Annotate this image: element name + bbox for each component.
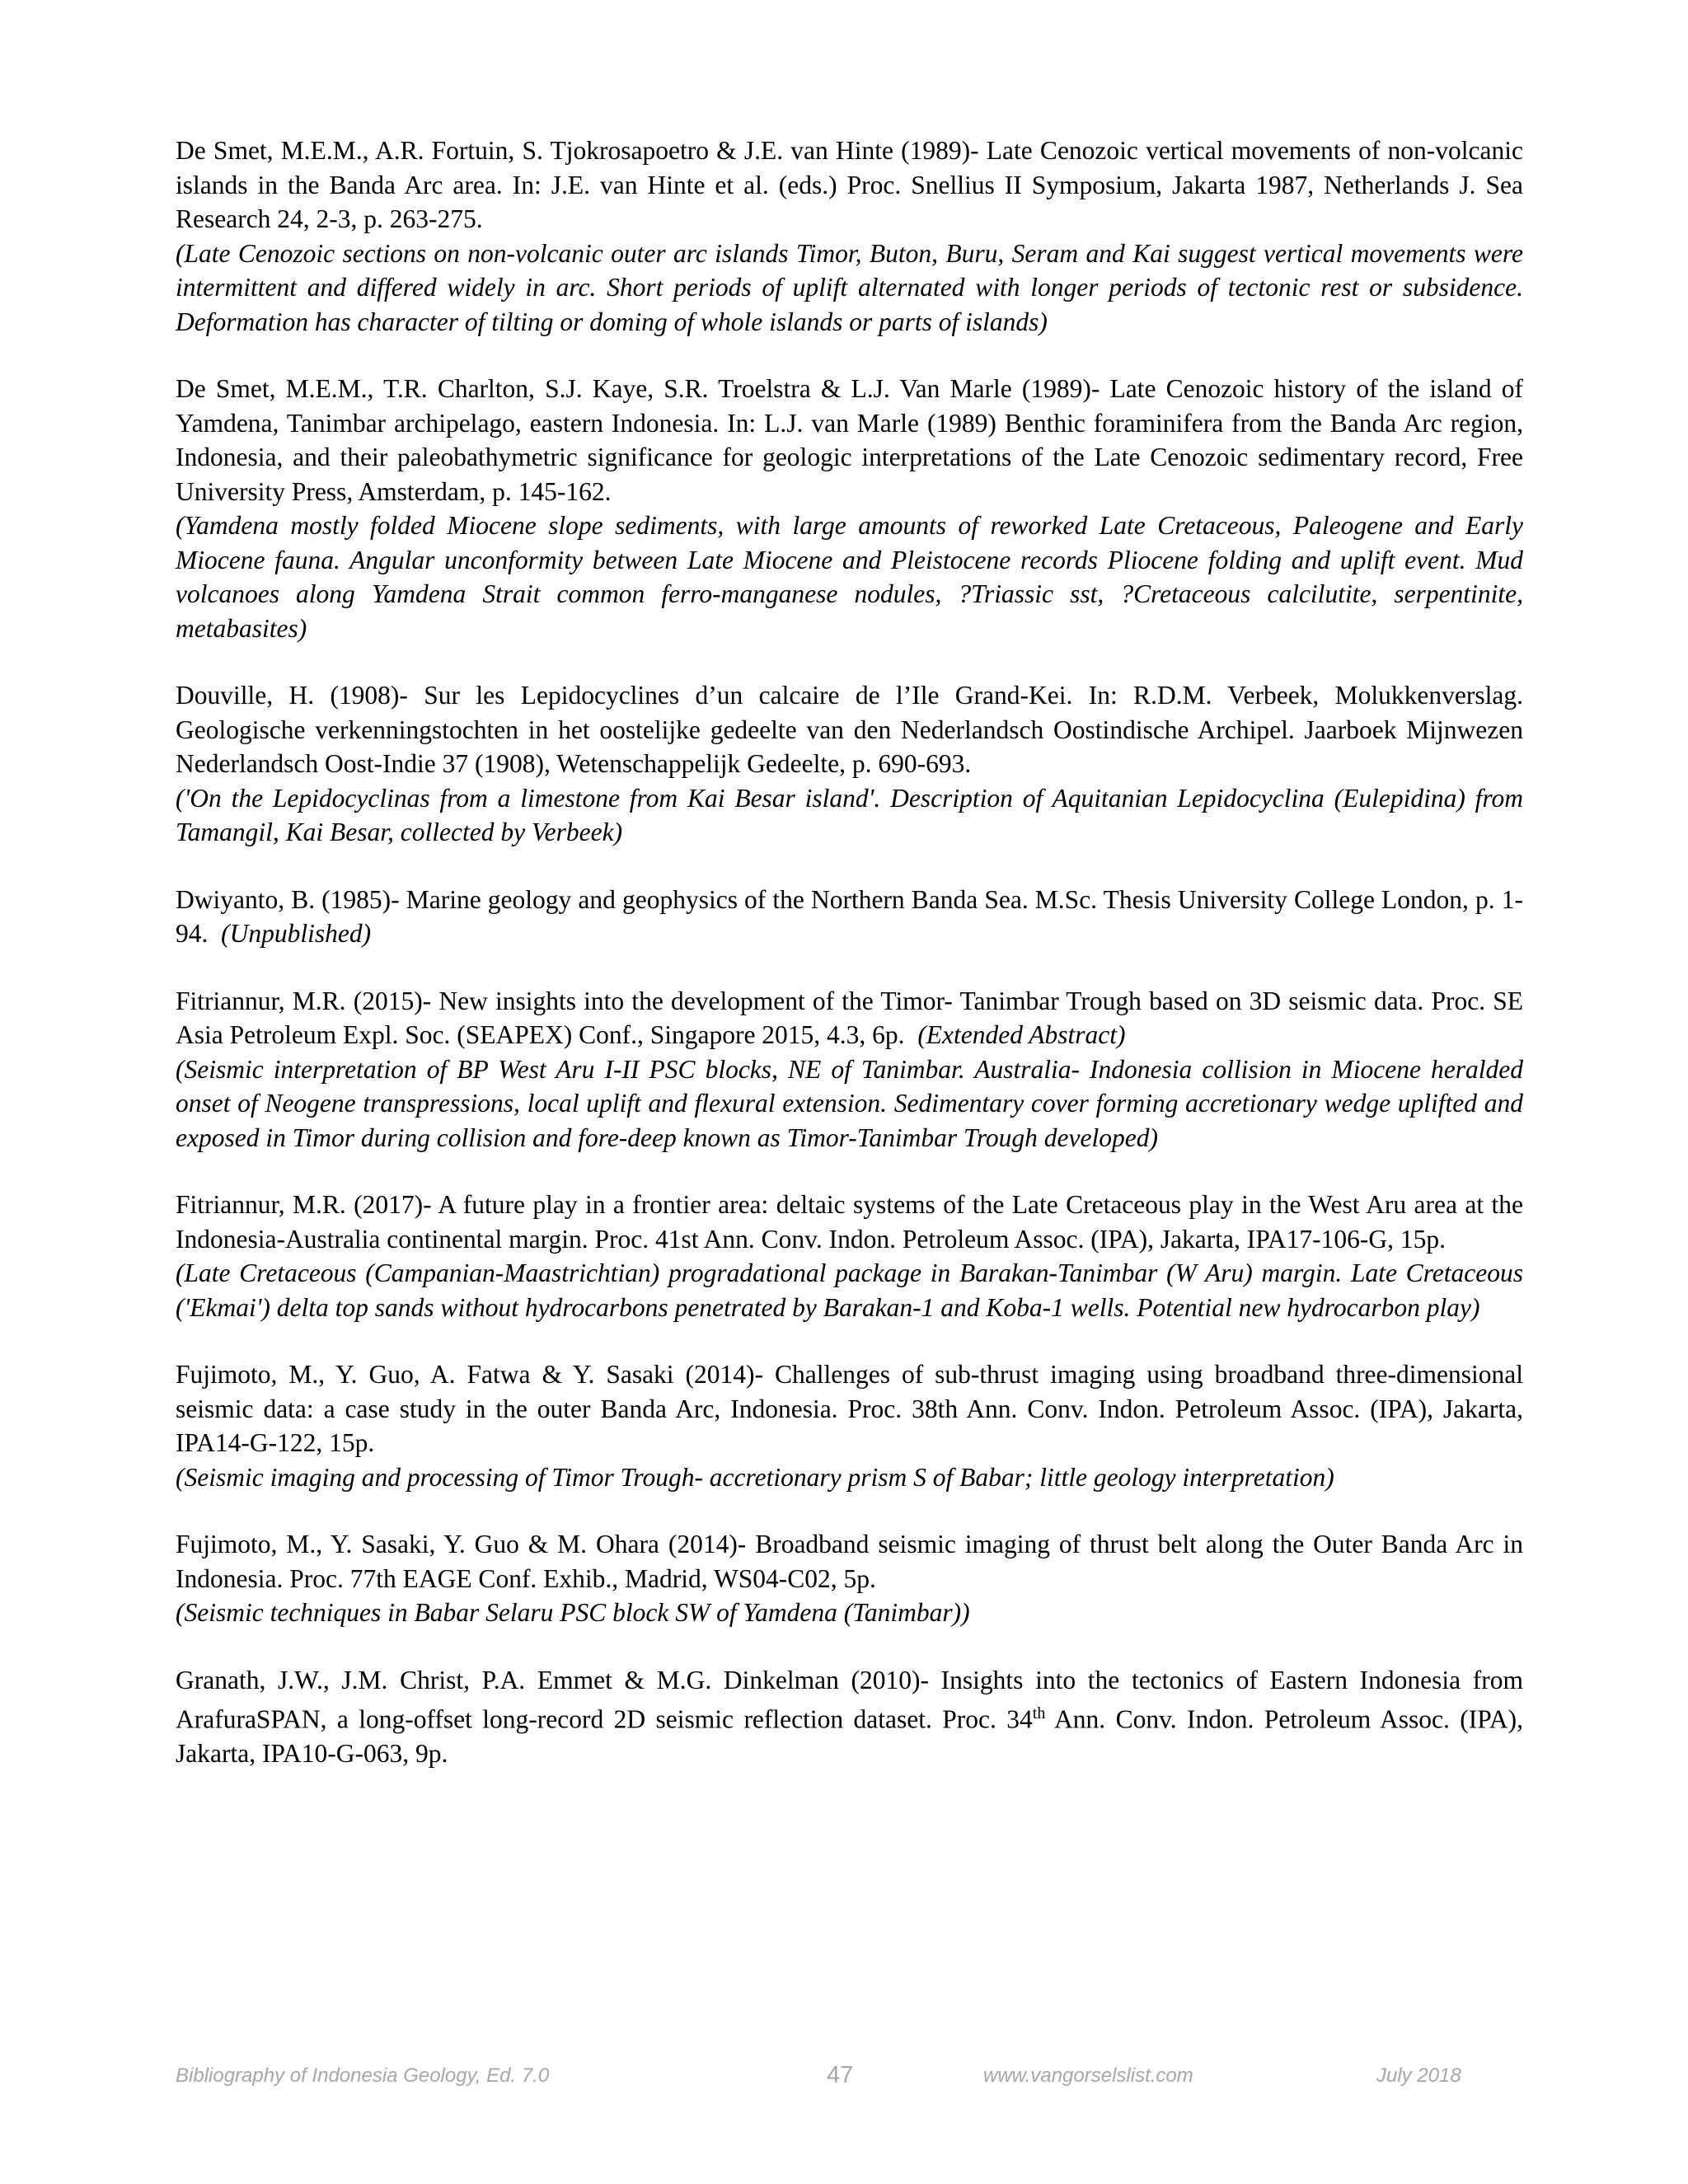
reference-annotation: (Seismic techniques in Babar Selaru PSC block SW of Yamdena (Tanimbar)) (176, 1598, 970, 1627)
reference-citation (176, 883, 1523, 951)
bibliography-page (176, 134, 1523, 1804)
ordinal-suffix: th (1032, 1704, 1046, 1722)
reference-annotation: (Yamdena mostly folded Miocene slope sediments, with large amounts of reworked Late Cretaceous, Paleogene and Early Miocene fauna. Angular unconformity between Late Miocene and Pleistocene records Pliocene folding and uplift event. Mud volcanoes along Yamdena Strait common ferro-manganese nodules, ?Triassic sst, ?Cretaceous calcilutite, serpentinite, metabasites) (176, 511, 1523, 643)
reference-entry (176, 1188, 1523, 1324)
reference-annotation: (Seismic imaging and processing of Timor Trough- accretionary prism S of Babar; little geology interpretation) (176, 1462, 1334, 1492)
citation-text-end: Ann. Conv. Indon. Petroleum Assoc. (IPA), Jakarta, IPA10-G-063, 9p. (176, 1704, 1523, 1768)
citation-text: Dwiyanto, B. (1985)- Marine geology and geophysics of the Northern Banda Sea. M.Sc. Thesis University College London, p. 1-94. (176, 884, 1523, 948)
citation-text: Fitriannur, M.R. (2015)- New insights into the development of the Timor- Tanimbar Trough based on 3D seismic data. Proc. SE Asia Petroleum Expl. Soc. (SEAPEX) Conf., Singapore 2015, 4.3, 6p. (176, 986, 1523, 1049)
reference-citation: De Smet, M.E.M., A.R. Fortuin, S. Tjokrosapoetro & J.E. van Hinte (1989)- Late Cenozoic vertical movements of non-volcanic islands in the Banda Arc area. In: J.E. van Hinte et al. (eds.) Proc. Snellius II Symposium, Jakarta 1987, Netherlands J. Sea Research 24, 2-3, p. 263-275. (176, 136, 1523, 233)
reference-citation: Fujimoto, M., Y. Sasaki, Y. Guo & M. Ohara (2014)- Broadband seismic imaging of thrust belt along the Outer Banda Arc in Indonesia. Proc. 77th EAGE Conf. Exhib., Madrid, WS04-C02, 5p. (176, 1530, 1523, 1593)
reference-annotation: ('On the Lepidocyclinas from a limestone from Kai Besar island'. Description of Aquitanian Lepidocyclina (Eulepidina) from Tamangil, Kai Besar, collected by Verbeek) (176, 783, 1523, 846)
reference-entry (176, 1663, 1523, 1771)
publication-status: (Unpublished) (221, 919, 372, 948)
reference-entry (176, 984, 1523, 1155)
footer-website: www.vangorselslist.com (983, 2064, 1193, 2087)
reference-entry (176, 678, 1523, 850)
footer-title: Bibliography of Indonesia Geology, Ed. 7.0 (176, 2064, 550, 2087)
publication-status: (Extended Abstract) (917, 1020, 1126, 1049)
page-footer (176, 2064, 1523, 2097)
reference-entry (176, 1527, 1523, 1630)
reference-annotation: (Seismic interpretation of BP West Aru I-II PSC blocks, NE of Tanimbar. Australia- Indonesia collision in Miocene heralded onset of Neogene transpressions, local uplift and flexural extension. Sedimentary cover forming accretionary wedge uplifted and exposed in Timor during collision and fore-deep known as Timor-Tanimbar Trough developed) (176, 1054, 1523, 1152)
citation-text: Granath, J.W., J.M. Christ, P.A. Emmet & M.G. Dinkelman (2010)- Insights into the tectonics of Eastern Indonesia from ArafuraSPAN, a long-offset long-record 2D seismic reflection dataset. Proc. 34 (176, 1665, 1523, 1734)
reference-entry (176, 372, 1523, 645)
reference-entry (176, 1357, 1523, 1494)
reference-entry (176, 134, 1523, 339)
reference-citation (176, 1663, 1523, 1771)
reference-entry (176, 883, 1523, 951)
page-number: 47 (827, 2062, 854, 2088)
reference-citation: Douville, H. (1908)- Sur les Lepidocyclines d’un calcaire de l’Ile Grand-Kei. In: R.D.M. Verbeek, Molukkenverslag. Geologische verkenningstochten in het oostelijke gedeelte van den Nederlandsch Oostindische Archipel. Jaarboek Mijnwezen Nederlandsch Oost-Indie 37 (1908), Wetenschappelijk Gedeelte, p. 690-693. (176, 681, 1523, 778)
reference-citation: De Smet, M.E.M., T.R. Charlton, S.J. Kaye, S.R. Troelstra & L.J. Van Marle (1989)- Late Cenozoic history of the island of Yamdena, Tanimbar archipelago, eastern Indonesia. In: L.J. van Marle (1989) Benthic foraminifera from the Banda Arc region, Indonesia, and their paleobathymetric significance for geologic interpretations of the Late Cenozoic sedimentary record, Free University Press, Amsterdam, p. 145-162. (176, 374, 1523, 506)
reference-annotation: (Late Cenozoic sections on non-volcanic outer arc islands Timor, Buton, Buru, Seram and Kai suggest vertical movements were intermittent and differed widely in arc. Short periods of uplift alternated with longer periods of tectonic rest or subsidence. Deformation has character of tilting or doming of whole islands or parts of islands) (176, 238, 1523, 336)
reference-citation: Fitriannur, M.R. (2017)- A future play in a frontier area: deltaic systems of the Late Cretaceous play in the West Aru area at the Indonesia-Australia continental margin. Proc. 41st Ann. Conv. Indon. Petroleum Assoc. (IPA), Jakarta, IPA17-106-G, 15p. (176, 1190, 1523, 1254)
reference-citation: Fujimoto, M., Y. Guo, A. Fatwa & Y. Sasaki (2014)- Challenges of sub-thrust imaging using broadband three-dimensional seismic data: a case study in the outer Banda Arc, Indonesia. Proc. 38th Ann. Conv. Indon. Petroleum Assoc. (IPA), Jakarta, IPA14-G-122, 15p. (176, 1360, 1523, 1457)
reference-citation (176, 984, 1523, 1052)
footer-date: July 2018 (1376, 2064, 1461, 2087)
reference-annotation: (Late Cretaceous (Campanian-Maastrichtian) progradational package in Barakan-Tanimbar (W Aru) margin. Late Cretaceous ('Ekmai') delta top sands without hydrocarbons penetrated by Barakan-1 and Koba-1 wells. Potential new hydrocarbon play) (176, 1258, 1523, 1322)
